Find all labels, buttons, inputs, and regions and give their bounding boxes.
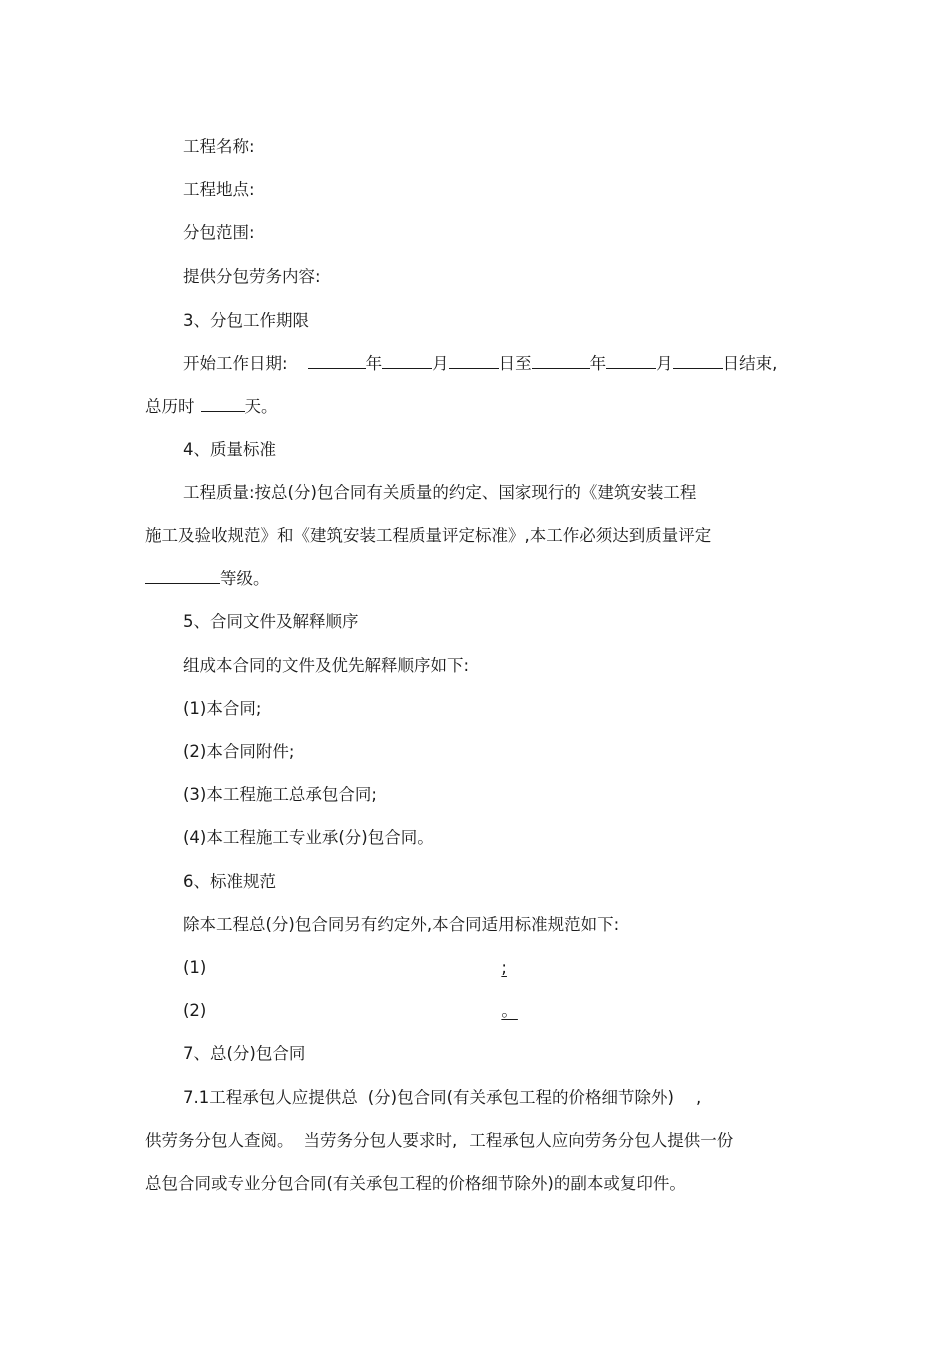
standard-item-1 [183, 957, 507, 979]
clause-7-1-part-a: 7.1工程承包人应提供总 [183, 1088, 358, 1107]
section-7-heading: 7、总(分)包合同 [183, 1044, 306, 1063]
clause-7-1-line-1 [183, 1087, 701, 1109]
month-blank [382, 353, 432, 369]
quality-paragraph-line-1: 工程质量:按总(分)包合同有关质量的约定、国家现行的《建筑安装工程 [183, 483, 697, 502]
standard-item-2-blank [216, 1001, 518, 1020]
day-end-label: 日结束, [722, 354, 778, 373]
start-date-label: 开始工作日期: [183, 354, 288, 373]
days-label: 天。 [244, 397, 278, 416]
clause-7-1-line-2-part-c: 工程承包人应向劳务分包人提供一份 [469, 1131, 734, 1150]
end-month-label: 月 [656, 354, 673, 373]
project-name-line: 工程名称: [183, 137, 255, 156]
labor-content-line: 提供分包劳务内容: [183, 267, 321, 286]
standard-item-1-number: (1) [183, 958, 207, 977]
end-year-label: 年 [589, 354, 607, 373]
days-blank [201, 396, 245, 412]
grade-blank [145, 568, 220, 584]
standard-item-1-blank [216, 958, 507, 977]
contract-doc-item-4: (4)本工程施工专业承(分)包合同。 [183, 828, 434, 847]
contract-doc-item-2: (2)本合同附件; [183, 742, 295, 761]
standard-item-2-number: (2) [183, 1001, 207, 1020]
end-day-blank [673, 353, 723, 369]
section-4-heading: 4、质量标准 [183, 440, 276, 459]
quality-paragraph-line-3 [145, 568, 270, 590]
standard-item-2 [183, 1000, 518, 1022]
clause-7-1-line-2-part-a: 供劳务分包人查阅。 [145, 1131, 294, 1150]
clause-7-1-part-b: (分)包合同(有关承包工程的价格细节除外) [367, 1088, 674, 1107]
end-month-blank [606, 353, 656, 369]
end-year-blank [532, 353, 590, 369]
section-5-heading: 5、合同文件及解释顺序 [183, 612, 359, 631]
total-duration-label: 总历时 [145, 397, 195, 416]
subcontract-scope-line: 分包范围: [183, 223, 255, 242]
project-site-line: 工程地点: [183, 180, 255, 199]
clause-7-1-part-c: , [696, 1088, 702, 1107]
standards-intro: 除本工程总(分)包合同另有约定外,本合同适用标准规范如下: [183, 915, 620, 934]
year-blank [308, 353, 366, 369]
clause-7-1-line-2-part-b: 当劳务分包人要求时, [303, 1131, 458, 1150]
total-duration-line [145, 396, 278, 418]
contract-docs-intro: 组成本合同的文件及优先解释顺序如下: [183, 656, 470, 675]
standard-item-2-end: 。 [501, 1001, 518, 1020]
grade-label: 等级。 [220, 569, 270, 588]
quality-paragraph-line-2: 施工及验收规范》和《建筑安装工程质量评定标准》,本工作必须达到质量评定 [145, 526, 712, 545]
section-3-heading: 3、分包工作期限 [183, 311, 309, 330]
start-date-line [183, 353, 777, 375]
contract-doc-item-3: (3)本工程施工总承包合同; [183, 785, 377, 804]
clause-7-1-line-3: 总包合同或专业分包合同(有关承包工程的价格细节除外)的副本或复印件。 [145, 1174, 686, 1193]
year-label: 年 [365, 354, 383, 373]
day-to-label: 日至 [498, 354, 532, 373]
section-6-heading: 6、标准规范 [183, 872, 276, 891]
clause-7-1-line-2 [145, 1130, 733, 1152]
day-blank [449, 353, 499, 369]
contract-doc-item-1: (1)本合同; [183, 699, 262, 718]
standard-item-1-end: ; [501, 958, 507, 977]
month-label: 月 [432, 354, 449, 373]
